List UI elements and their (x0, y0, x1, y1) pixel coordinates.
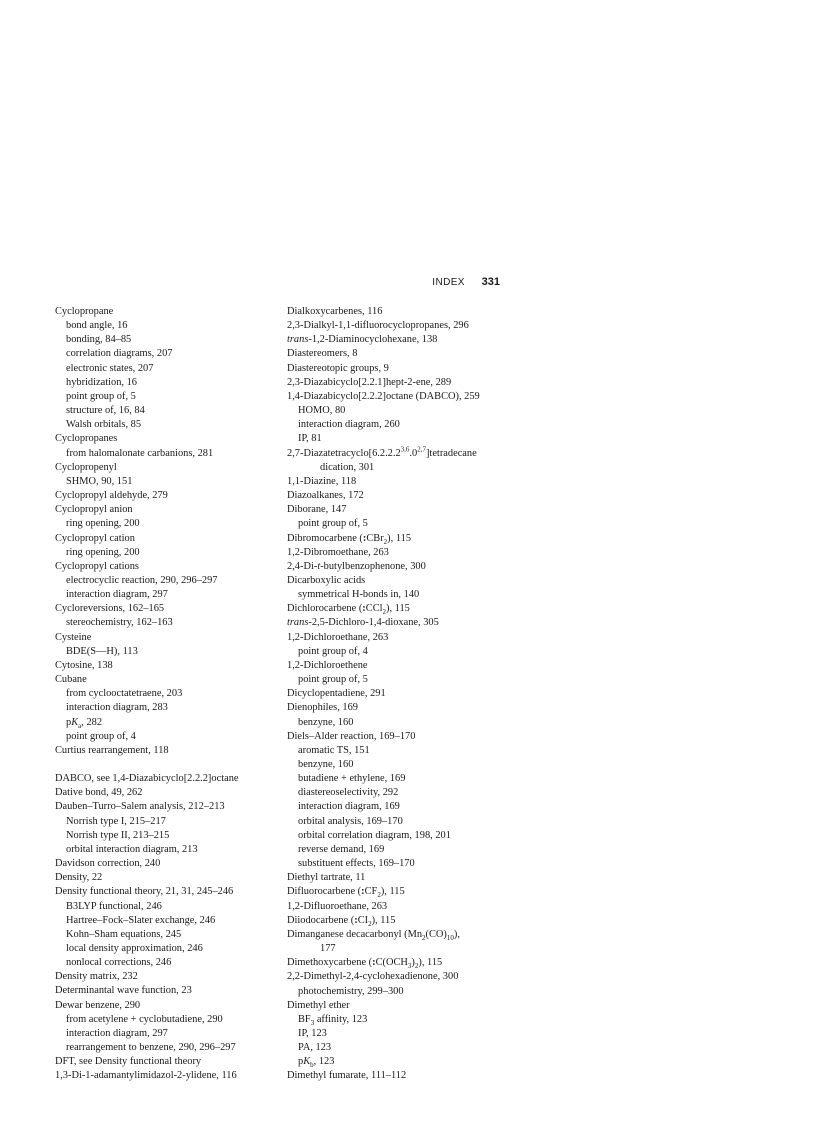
index-subentry: interaction diagram, 260 (298, 419, 400, 431)
index-subentry: bonding, 84–85 (66, 334, 132, 346)
index-entry: Dichlorocarbene (:CCl$_2$), 115 (287, 603, 410, 617)
index-entry: Diazoalkanes, 172 (287, 490, 364, 502)
index-entry: 1,4-Diazabicyclo[2.2.2]octane (DABCO), 259 (287, 390, 480, 402)
index-subentry: electrocyclic reaction, 290, 296–297 (66, 574, 218, 586)
index-entry: Density functional theory, 21, 31, 245–246 (55, 886, 234, 898)
index-subentry: stereochemistry, 162–163 (66, 617, 173, 629)
index-subentry: point group of, 5 (66, 390, 136, 402)
index-subentry: BDE(S—H), 113 (66, 645, 138, 657)
index-subentry: electronic states, 207 (66, 362, 154, 374)
index-entry: Dauben–Turro–Salem analysis, 212–213 (55, 801, 225, 813)
index-entry: Density matrix, 232 (55, 971, 138, 983)
index-subentry: point group of, 5 (298, 674, 368, 686)
index-subentry: B3LYP functional, 246 (66, 900, 162, 912)
index-column-right (287, 305, 517, 1084)
index-entry: 2,3-Diazabicyclo[2.2.1]hept-2-ene, 289 (287, 376, 452, 388)
index-subentry: structure of, 16, 84 (66, 405, 145, 417)
index-subentry: orbital interaction diagram, 213 (66, 843, 198, 855)
index-subentry: from halomalonate carbanions, 281 (66, 447, 214, 459)
index-subentry: $pK_b$, 123 (298, 1056, 335, 1070)
index-subentry: photochemistry, 299–300 (298, 985, 404, 997)
index-subentry: Walsh orbitals, 85 (66, 419, 142, 431)
index-subentry: benzyne, 160 (298, 759, 354, 770)
index-subentry: substituent effects, 169–170 (298, 858, 415, 870)
index-entry: Determinantal wave function, 23 (55, 985, 192, 997)
index-subentry: HOMO, 80 (298, 405, 346, 417)
index-entry: Dicarboxylic acids (287, 574, 366, 586)
index-entry: 1,2-Dichloroethene (287, 659, 368, 671)
index-entry: Dialkoxycarbenes, 116 (287, 306, 383, 317)
index-entry: trans-2,5-Dichloro-1,4-dioxane, 305 (287, 617, 439, 629)
index-entry: 2,4-Di-t-butylbenzophenone, 300 (287, 560, 426, 572)
index-entry: Dibromocarbene (:CBr$_2$), 115 (287, 532, 412, 546)
index-subentry: orbital correlation diagram, 198, 201 (298, 829, 451, 841)
index-subentry: from cyclooctatetraene, 203 (66, 688, 183, 700)
index-subentry: $BF_3$ affinity, 123 (298, 1013, 368, 1027)
index-subentry: rearrangement to benzene, 290, 296–297 (66, 1042, 236, 1054)
index-entry: Diborane, 147 (287, 504, 347, 516)
index-subentry: hybridization, 16 (66, 376, 137, 388)
index-subentry: IP, 123 (298, 1027, 327, 1039)
index-entry: Cycloreversions, 162–165 (55, 603, 165, 615)
index-entry: 1,2-Difluoroethane, 263 (287, 900, 388, 912)
index-subentry: aromatic TS, 151 (298, 744, 370, 756)
index-entry: Cyclopropyl cation (55, 532, 135, 544)
index-entry: Diels–Alder reaction, 169–170 (287, 730, 416, 742)
page-number: 331 (481, 276, 500, 288)
running-header (0, 276, 500, 288)
index-entry: Dimethyl ether (287, 999, 350, 1011)
index-subentry: reverse demand, 169 (298, 843, 385, 855)
index-entry: Density, 22 (55, 872, 103, 884)
index-entry: 2,3-Dialkyl-1,1-difluorocyclopropanes, 296 (287, 320, 469, 332)
index-subentry: ring opening, 200 (66, 518, 140, 530)
header-label: INDEX (432, 277, 465, 288)
index-entry: Cyclopropenyl (55, 461, 117, 473)
index-entry: trans-1,2-Diaminocyclohexane, 138 (287, 334, 438, 346)
index-entry: Diiodocarbene $(:CI_2)$, 115 (287, 914, 396, 928)
index-subentry: diastereoselectivity, 292 (298, 787, 399, 799)
index-entry: Dienophiles, 169 (287, 702, 358, 714)
index-entry: Cubane (55, 674, 87, 686)
index-entry: Cyclopropyl anion (55, 504, 133, 516)
index-subentry: PA, 123 (298, 1042, 332, 1054)
index-entry: Difluorocarbene $(:CF_2)$, 115 (287, 886, 405, 900)
index-subentry: $pK_a$, 282 (66, 716, 103, 730)
index-entry: 1,2-Dibromoethane, 263 (287, 546, 389, 558)
index-subentry: Kohn–Sham equations, 245 (66, 928, 182, 940)
index-subentry: correlation diagrams, 207 (66, 348, 173, 360)
index-subentry: from acetylene + cyclobutadiene, 290 (66, 1013, 223, 1025)
index-entry: Diastereotopic groups, 9 (287, 362, 389, 374)
index-entry: Dewar benzene, 290 (55, 999, 141, 1011)
index-entry: Diethyl tartrate, 11 (287, 872, 366, 884)
index-entry: 2,2-Dimethyl-2,4-cyclohexadienone, 300 (287, 971, 459, 983)
index-entry: 1,3-Di-1-adamantylimidazol-2-ylidene, 116 (55, 1070, 237, 1082)
index-entry: Dimethyl fumarate, 111–112 (287, 1070, 407, 1082)
index-subentry: benzyne, 160 (298, 716, 354, 728)
index-entry: DFT, see Density functional theory (55, 1056, 202, 1068)
index-subentry: ring opening, 200 (66, 546, 140, 558)
index-entry: Davidson correction, 240 (55, 858, 161, 870)
index-entry: Cyclopropanes (55, 433, 118, 445)
index-subentry: local density approximation, 246 (66, 943, 203, 955)
index-entry: Cyclopropyl cations (55, 560, 139, 572)
section-gap (55, 758, 270, 772)
index-entry: 1,1-Diazine, 118 (287, 475, 357, 487)
index-entry: Dative bond, 49, 262 (55, 787, 143, 799)
index-subentry: Norrish type II, 213–215 (66, 829, 170, 841)
index-subentry: bond angle, 16 (66, 320, 128, 332)
index-entry: Dimethoxycarbene $(:C(OCH_3)_2)$, 115 (287, 957, 443, 971)
index-entry: Dimanganese decacarbonyl $(Mn_2(CO)_{10})$, (287, 928, 460, 942)
index-subentry: SHMO, 90, 151 (66, 475, 133, 487)
index-entry: Cytosine, 138 (55, 659, 113, 671)
index-subentry: IP, 81 (298, 433, 322, 445)
index-entry: Cyclopropane (55, 306, 114, 317)
index-subentry: interaction diagram, 297 (66, 1027, 168, 1039)
index-subentry: Norrish type I, 215–217 (66, 815, 166, 827)
index-entry: DABCO, see 1,4-Diazabicyclo[2.2.2]octane (55, 773, 239, 785)
index-subentry: orbital analysis, 169–170 (298, 815, 403, 827)
index-entry: Dicyclopentadiene, 291 (287, 688, 386, 700)
index-entry: 2,7-Diazatetracyclo[6.2.2.2$^{3,6}$.0$^{2,7}$]tetradecane (287, 445, 477, 459)
index-column-left (55, 305, 270, 1084)
index-entry: Cysteine (55, 631, 92, 643)
index-subentry: interaction diagram, 169 (298, 801, 400, 813)
index-subentry: symmetrical H-bonds in, 140 (298, 589, 420, 601)
index-entry: Diastereomers, 8 (287, 348, 358, 360)
index-subentry: interaction diagram, 283 (66, 702, 168, 714)
index-subentry: nonlocal corrections, 246 (66, 957, 172, 969)
index-subentry: point group of, 5 (298, 518, 368, 530)
index-subentry: interaction diagram, 297 (66, 589, 168, 601)
index-subentry: Hartree–Fock–Slater exchange, 246 (66, 914, 216, 926)
index-entry: Curtius rearrangement, 118 (55, 744, 169, 756)
index-entry: 1,2-Dichloroethane, 263 (287, 631, 389, 643)
index-entry: Cyclopropyl aldehyde, 279 (55, 490, 168, 502)
index-subentry: point group of, 4 (66, 730, 136, 742)
index-subentry: point group of, 4 (298, 645, 368, 657)
index-subentry: butadiene + ethylene, 169 (298, 773, 406, 785)
index-entry-continuation: dication, 301 (320, 461, 375, 473)
index-entry-continuation: 177 (320, 943, 336, 955)
